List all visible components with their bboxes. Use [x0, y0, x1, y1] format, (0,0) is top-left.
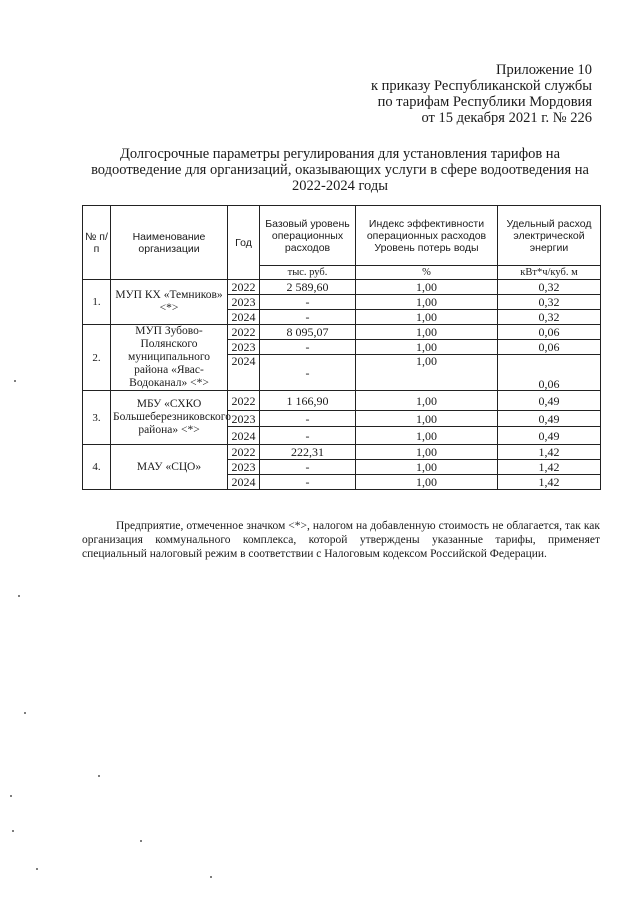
- energy-cell: 0,32: [498, 280, 601, 295]
- org-name: МУП КХ «Темников» <*>: [111, 280, 228, 325]
- table-row: [83, 445, 601, 460]
- document-title: [80, 146, 600, 194]
- org-name: МУП Зубово-Полянского муниципального района «Явас-Водоканал» <*>: [111, 325, 228, 391]
- base-cell: -: [260, 460, 356, 475]
- energy-cell: 1,42: [498, 460, 601, 475]
- energy-cell: 1,42: [498, 445, 601, 460]
- index-cell: 1,00: [356, 280, 498, 295]
- header-num: № п/п: [83, 206, 111, 280]
- year-cell: 2022: [228, 325, 260, 340]
- scan-speck: [210, 876, 212, 878]
- table-row: [83, 325, 601, 340]
- index-cell: 1,00: [356, 427, 498, 445]
- scan-speck: [12, 830, 14, 832]
- header-row: [83, 206, 601, 266]
- year-cell: 2024: [228, 427, 260, 445]
- year-cell: 2022: [228, 280, 260, 295]
- org-num: 4.: [83, 445, 111, 490]
- index-cell: 1,00: [356, 411, 498, 427]
- year-cell: 2023: [228, 460, 260, 475]
- base-cell: 8 095,07: [260, 325, 356, 340]
- base-cell: 2 589,60: [260, 280, 356, 295]
- index-cell: 1,00: [356, 391, 498, 411]
- header-year: Год: [228, 206, 260, 280]
- year-cell: 2023: [228, 411, 260, 427]
- parameters-table: [82, 205, 601, 490]
- table-row: [83, 391, 601, 411]
- appendix-date-line: от 15 декабря 2021 г. № 226: [421, 110, 592, 126]
- appendix-order-line: к приказу Республиканской службы: [370, 78, 592, 94]
- energy-cell: 1,42: [498, 475, 601, 490]
- index-cell: 1,00: [356, 445, 498, 460]
- year-cell: 2023: [228, 295, 260, 310]
- scan-speck: [24, 712, 26, 714]
- unit-base: тыс. руб.: [260, 266, 356, 280]
- year-cell: 2024: [228, 310, 260, 325]
- appendix-authority-line: по тарифам Республики Мордовия: [377, 94, 592, 110]
- scan-speck: [10, 795, 12, 797]
- year-cell: 2023: [228, 340, 260, 355]
- scan-speck: [98, 775, 100, 777]
- unit-energy: кВт*ч/куб. м: [498, 266, 601, 280]
- base-cell: -: [260, 340, 356, 355]
- base-cell: -: [260, 475, 356, 490]
- title-line-1: Долгосрочные параметры регулирования для установления тарифов на: [119, 146, 561, 162]
- scan-speck: [36, 868, 38, 870]
- energy-cell: 0,06: [498, 340, 601, 355]
- index-cell: 1,00: [356, 355, 498, 391]
- org-name: МБУ «СХКО Большеберезниковского района» <*>: [111, 391, 228, 445]
- year-cell: 2024: [228, 475, 260, 490]
- index-cell: 1,00: [356, 325, 498, 340]
- org-num: 1.: [83, 280, 111, 325]
- index-cell: 1,00: [356, 295, 498, 310]
- unit-index: %: [356, 266, 498, 280]
- base-cell: 222,31: [260, 445, 356, 460]
- base-cell: -: [260, 310, 356, 325]
- base-cell: 1 166,90: [260, 391, 356, 411]
- table-row: [83, 280, 601, 295]
- org-num: 2.: [83, 325, 111, 391]
- appendix-header: [371, 62, 592, 126]
- base-cell: -: [260, 411, 356, 427]
- year-cell: 2024: [228, 355, 260, 391]
- index-cell: 1,00: [356, 310, 498, 325]
- header-energy: Удельный расход электрической энергии: [498, 206, 601, 266]
- energy-cell: 0,06: [498, 325, 601, 340]
- energy-cell: 0,49: [498, 411, 601, 427]
- year-cell: 2022: [228, 445, 260, 460]
- index-cell: 1,00: [356, 460, 498, 475]
- header-base-level: Базовый уровень операционных расходов: [260, 206, 356, 266]
- org-name: МАУ «СЦО»: [111, 445, 228, 490]
- title-line-2: водоотведение для организаций, оказывающих услуги в сфере водоотведения на: [91, 162, 589, 178]
- appendix-number: Приложение 10: [496, 62, 592, 78]
- org-num: 3.: [83, 391, 111, 445]
- header-name: Наименование организации: [111, 206, 228, 280]
- scan-speck: [14, 380, 16, 382]
- energy-cell: 0,49: [498, 427, 601, 445]
- vat-footnote: Предприятие, отмеченное значком <*>, налогом на добавленную стоимость не облагается, так как организация коммунального комплекса, которой утверждены указанные тарифы, применяет специальный налоговый режим в соответствии с Налоговым кодексом Российской Федерации.: [82, 520, 600, 560]
- year-cell: 2022: [228, 391, 260, 411]
- base-cell: -: [260, 355, 356, 391]
- scan-speck: [18, 595, 20, 597]
- energy-cell: 0,32: [498, 295, 601, 310]
- energy-cell: 0,06: [498, 355, 601, 391]
- energy-cell: 0,49: [498, 391, 601, 411]
- scan-speck: [140, 840, 142, 842]
- base-cell: -: [260, 295, 356, 310]
- title-line-3: 2022-2024 годы: [292, 178, 388, 194]
- energy-cell: 0,32: [498, 310, 601, 325]
- base-cell: -: [260, 427, 356, 445]
- index-cell: 1,00: [356, 475, 498, 490]
- index-cell: 1,00: [356, 340, 498, 355]
- header-efficiency-index: Индекс эффективности операционных расходов Уровень потерь воды: [356, 206, 498, 266]
